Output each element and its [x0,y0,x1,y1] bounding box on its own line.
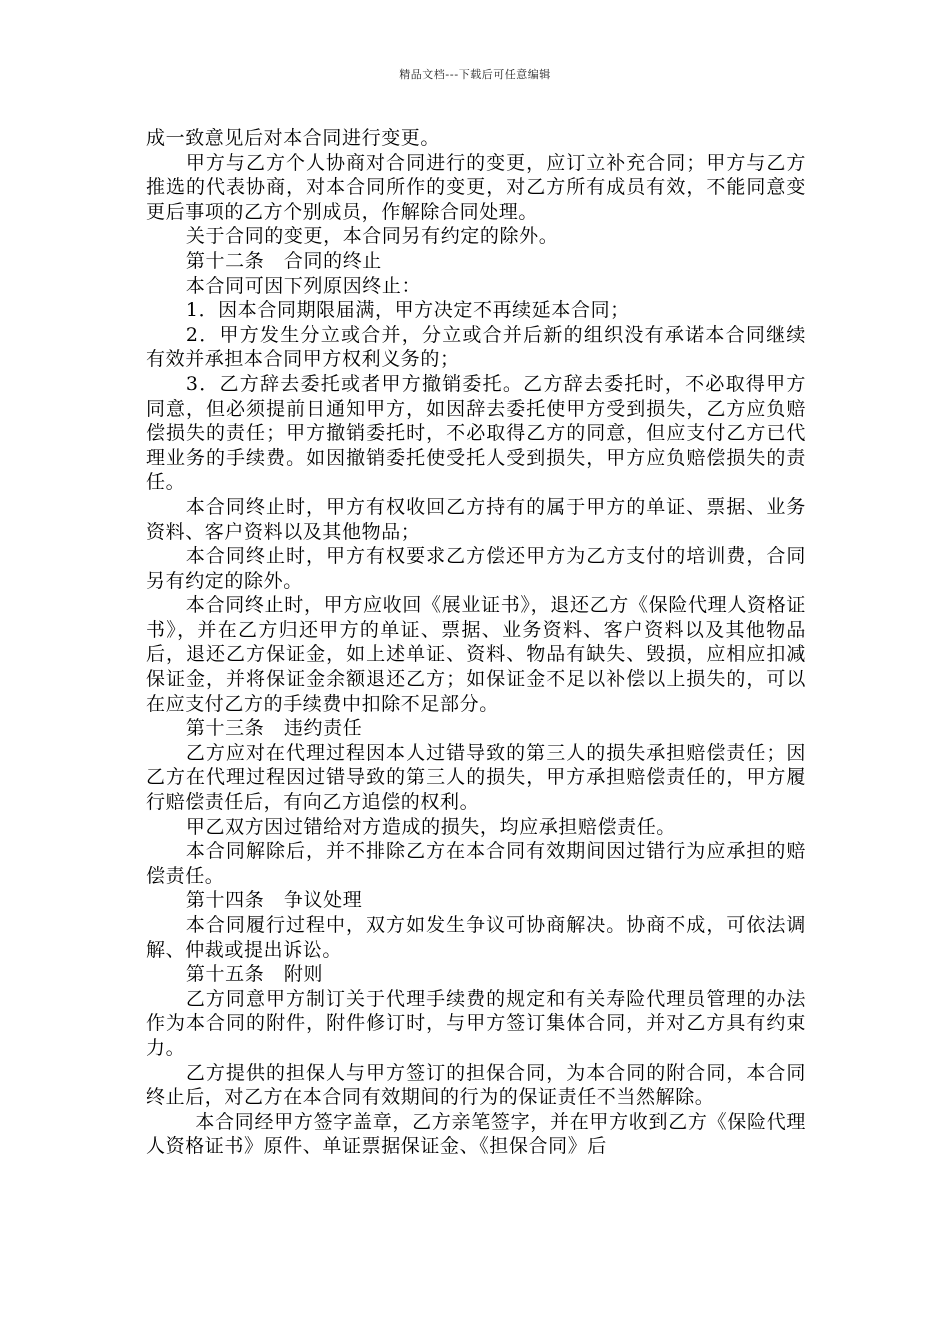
paragraph: 本合同终止时，甲方有权收回乙方持有的属于甲方的单证、票据、业务资料、客户资料以及其他物品； [146,495,806,543]
paragraph: 乙方同意甲方制订关于代理手续费的规定和有关寿险代理员管理的办法作为本合同的附件，附件修订时，与甲方签订集体合同，并对乙方具有约束力。 [146,987,806,1059]
paragraph: 甲方与乙方个人协商对合同进行的变更，应订立补充合同；甲方与乙方推选的代表协商，对本合同所作的变更，对乙方所有成员有效，不能同意变更后事项的乙方个别成员，作解除合同处理。 [146,151,806,223]
section-heading: 第十二条 合同的终止 [185,249,382,272]
paragraph: 成一致意见后对本合同进行变更。 [146,127,441,149]
paragraph: 本合同终止时，甲方有权要求乙方偿还甲方为乙方支付的培训费，合同另有约定的除外。 [146,545,806,592]
paragraph: 乙方应对在代理过程因本人过错导致的第三人的损失承担赔偿责任；因乙方在代理过程因过错导致的第三人的损失，甲方承担赔偿责任的，甲方履行赔偿责任后，有向乙方追偿的权利。 [146,741,806,814]
paragraph: 本合同经甲方签字盖章，乙方亲笔签字，并在甲方收到乙方《保险代理人资格证书》原件、单证票据保证金、《担保合同》后 [146,1110,806,1158]
section-heading: 第十三条 违约责任 [185,717,363,740]
paragraph: 乙方提供的担保人与甲方签订的担保合同，为本合同的附合同，本合同终止后，对乙方在本合同有效期间的行为的保证责任不当然解除。 [146,1061,806,1109]
document-body [146,126,806,1159]
paragraph: 本合同终止时，甲方应收回《展业证书》，退还乙方《保险代理人资格证书》，并在乙方归还甲方的单证、票据、业务资料、客户资料以及其他物品后，退还乙方保证金，如上述单证、资料、物品有缺失、毁损，应相应扣减保证金，并将保证金余额退还乙方；如保证金不足以补偿以上损失的，可以在应支付乙方的手续费中扣除不足部分。 [146,594,806,715]
list-item: 3．乙方辞去委托或者甲方撤销委托。乙方辞去委托时，不必取得甲方同意，但必须提前日通知甲方，如因辞去委托使甲方受到损失，乙方应负赔偿损失的责任；甲方撤销委托时，不必取得乙方的同意，但应支付乙方已代理业务的手续费。如因撤销委托使受托人受到损失，甲方应负赔偿损失的责任。 [146,372,806,494]
paragraph: 关于合同的变更，本合同另有约定的除外。 [185,225,559,248]
page-header: 精品文档---下载后可任意编辑 [399,68,551,81]
section-heading: 第十四条 争议处理 [185,889,363,912]
section-heading: 第十五条 附则 [185,963,324,986]
paragraph: 甲乙双方因过错给对方造成的损失，均应承担赔偿责任。 [185,815,676,838]
paragraph: 本合同履行过程中，双方如发生争议可协商解决。协商不成，可依法调解、仲裁或提出诉讼。 [146,914,806,961]
paragraph: 本合同可因下列原因终止： [185,274,422,297]
list-item: 1．因本合同期限届满，甲方决定不再续延本合同； [185,299,630,322]
list-item: 2．甲方发生分立或合并，分立或合并后新的组织没有承诺本合同继续有效并承担本合同甲方权利义务的； [146,323,806,371]
paragraph: 本合同解除后，并不排除乙方在本合同有效期间因过错行为应承担的赔偿责任。 [146,840,806,887]
